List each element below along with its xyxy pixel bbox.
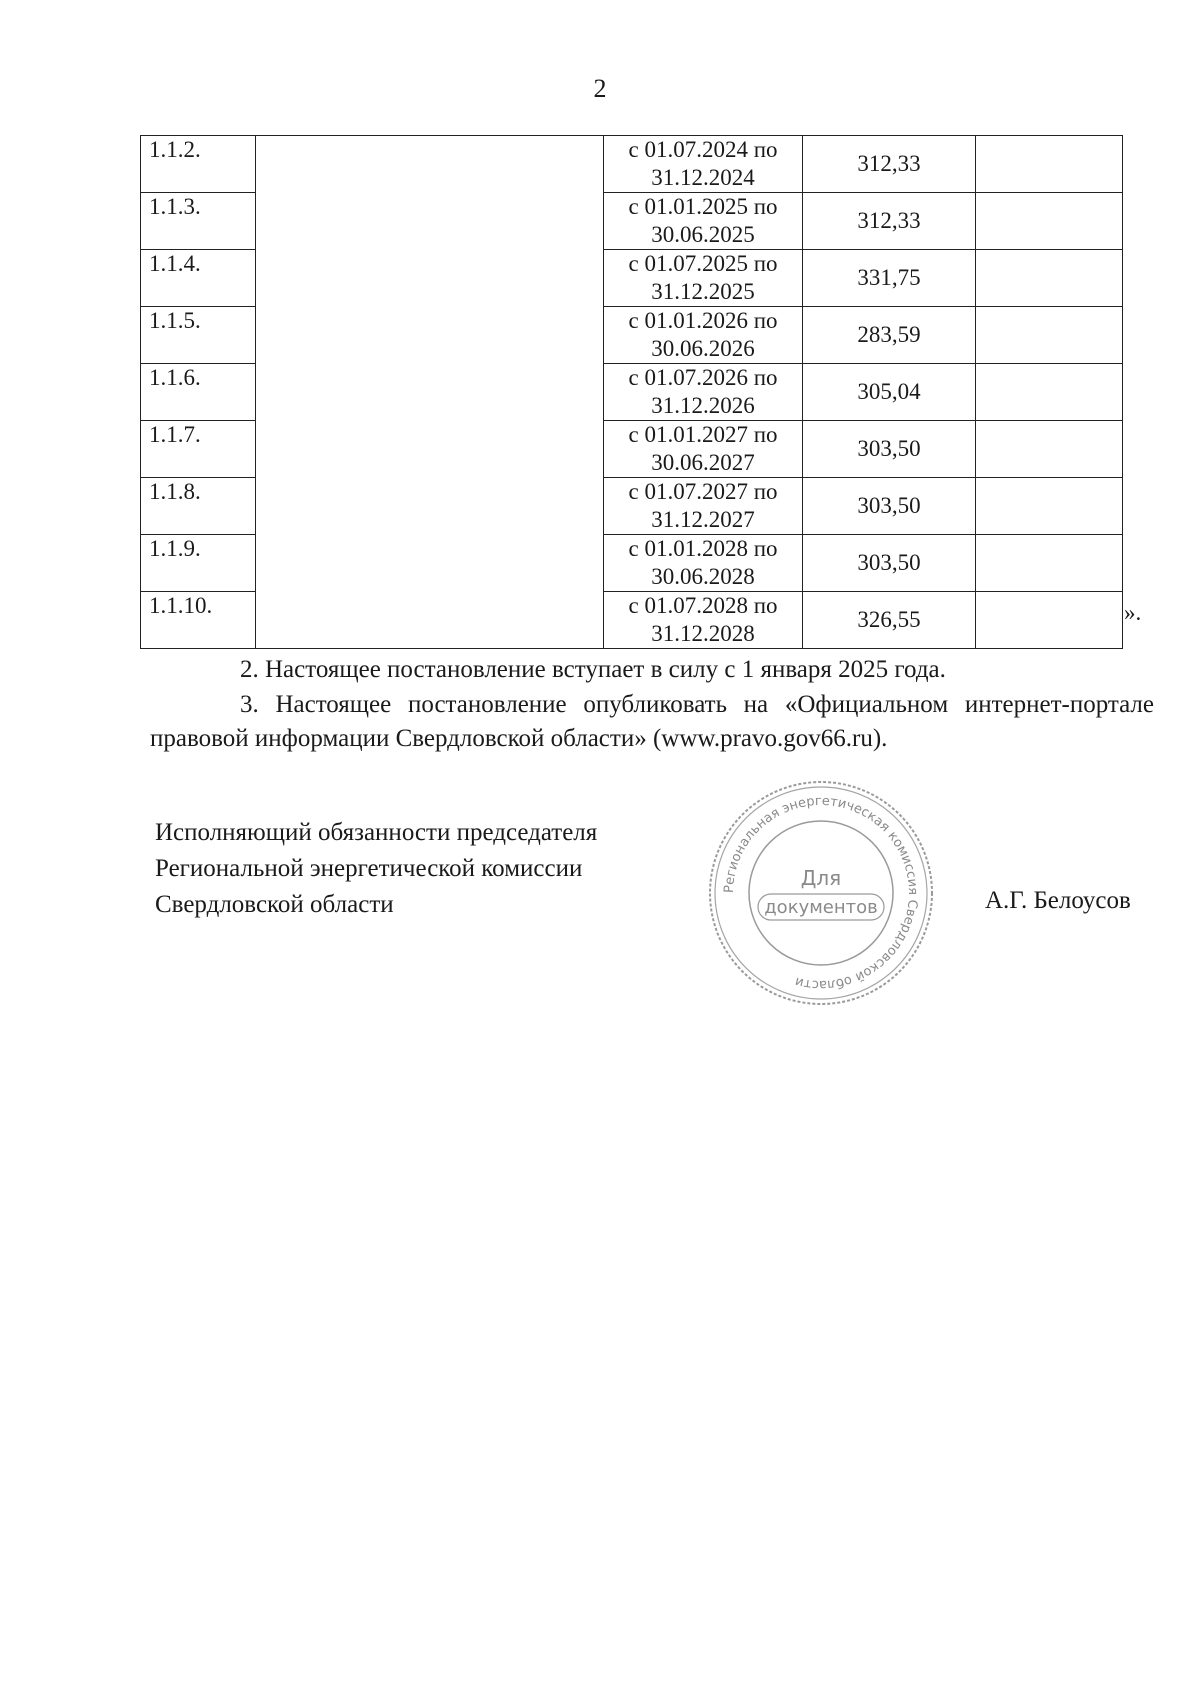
period-end: 31.12.2028 xyxy=(651,621,755,646)
period-end: 31.12.2026 xyxy=(651,393,755,418)
period-start: с 01.01.2025 по xyxy=(628,194,778,219)
period-end: 30.06.2026 xyxy=(651,336,755,361)
stamp-outer-ring xyxy=(710,782,932,1004)
empty-cell xyxy=(976,478,1123,535)
signatory-name: А.Г. Белоусов xyxy=(985,887,1131,914)
period-end: 31.12.2025 xyxy=(651,279,755,304)
row-number: 1.1.6. xyxy=(141,364,256,421)
paragraph-2: 2. Настоящее постановление вступает в силу с 1 января 2025 года. xyxy=(240,656,946,683)
signatory-title-line-2: Региональной энергетической комиссии xyxy=(155,855,583,882)
page-number: 2 xyxy=(593,74,607,103)
empty-cell xyxy=(976,193,1123,250)
stamp-center-line-2: документов xyxy=(764,897,878,918)
row-number: 1.1.2. xyxy=(141,136,256,193)
period-cell xyxy=(604,307,803,364)
empty-cell xyxy=(976,364,1123,421)
period-start: с 01.07.2024 по xyxy=(628,137,778,162)
tariff-value: 303,50 xyxy=(803,478,976,535)
period-end: 30.06.2028 xyxy=(651,564,755,589)
tariff-value: 312,33 xyxy=(803,136,976,193)
paragraph-3: 3. Настоящее постановление опубликовать на «Официальном интернет-портале правовой информации Свердловской области» (www.pravo.gov66.ru). xyxy=(150,691,1154,752)
empty-cell xyxy=(976,421,1123,478)
row-number: 1.1.9. xyxy=(141,535,256,592)
tariff-value: 303,50 xyxy=(803,535,976,592)
tariff-value: 303,50 xyxy=(803,421,976,478)
period-cell xyxy=(604,592,803,649)
period-start: с 01.01.2028 по xyxy=(628,536,778,561)
empty-cell xyxy=(976,592,1123,649)
period-cell xyxy=(604,250,803,307)
row-number: 1.1.8. xyxy=(141,478,256,535)
period-end: 30.06.2025 xyxy=(651,222,755,247)
period-cell xyxy=(604,136,803,193)
signatory-title xyxy=(155,815,597,923)
period-start: с 01.01.2026 по xyxy=(628,308,778,333)
row-number: 1.1.4. xyxy=(141,250,256,307)
empty-cell xyxy=(976,535,1123,592)
period-cell xyxy=(604,535,803,592)
period-start: с 01.07.2025 по xyxy=(628,251,778,276)
stamp-ring-2 xyxy=(715,787,927,999)
empty-cell xyxy=(976,250,1123,307)
period-cell xyxy=(604,364,803,421)
tariff-value: 331,75 xyxy=(803,250,976,307)
period-start: с 01.07.2026 по xyxy=(628,365,778,390)
merged-description-cell xyxy=(256,136,604,649)
official-stamp xyxy=(706,778,936,1008)
closing-quote: ». xyxy=(1124,600,1142,625)
period-end: 30.06.2027 xyxy=(651,450,755,475)
tariff-table-body xyxy=(141,136,1123,649)
tariff-value: 305,04 xyxy=(803,364,976,421)
stamp-ring-text: Региональная энергетическая комиссия Свердловской области xyxy=(721,793,921,993)
table-row xyxy=(141,136,1123,193)
period-end: 31.12.2027 xyxy=(651,507,755,532)
stamp-inner-ring xyxy=(749,821,893,965)
tariff-value: 312,33 xyxy=(803,193,976,250)
row-number: 1.1.5. xyxy=(141,307,256,364)
tariff-value: 326,55 xyxy=(803,592,976,649)
stamp-center-line-1: Для xyxy=(800,866,842,890)
row-number: 1.1.10. xyxy=(141,592,256,649)
empty-cell xyxy=(976,307,1123,364)
period-cell xyxy=(604,478,803,535)
signatory-title-line-3: Свердловской области xyxy=(155,891,394,918)
period-cell xyxy=(604,421,803,478)
row-number: 1.1.7. xyxy=(141,421,256,478)
period-start: с 01.01.2027 по xyxy=(628,422,778,447)
tariff-value: 283,59 xyxy=(803,307,976,364)
period-start: с 01.07.2027 по xyxy=(628,479,778,504)
period-start: с 01.07.2028 по xyxy=(628,593,778,618)
period-end: 31.12.2024 xyxy=(651,165,755,190)
signatory-title-line-1: Исполняющий обязанности председателя xyxy=(155,819,598,846)
empty-cell xyxy=(976,136,1123,193)
period-cell xyxy=(604,193,803,250)
tariff-table xyxy=(140,135,1123,649)
row-number: 1.1.3. xyxy=(141,193,256,250)
